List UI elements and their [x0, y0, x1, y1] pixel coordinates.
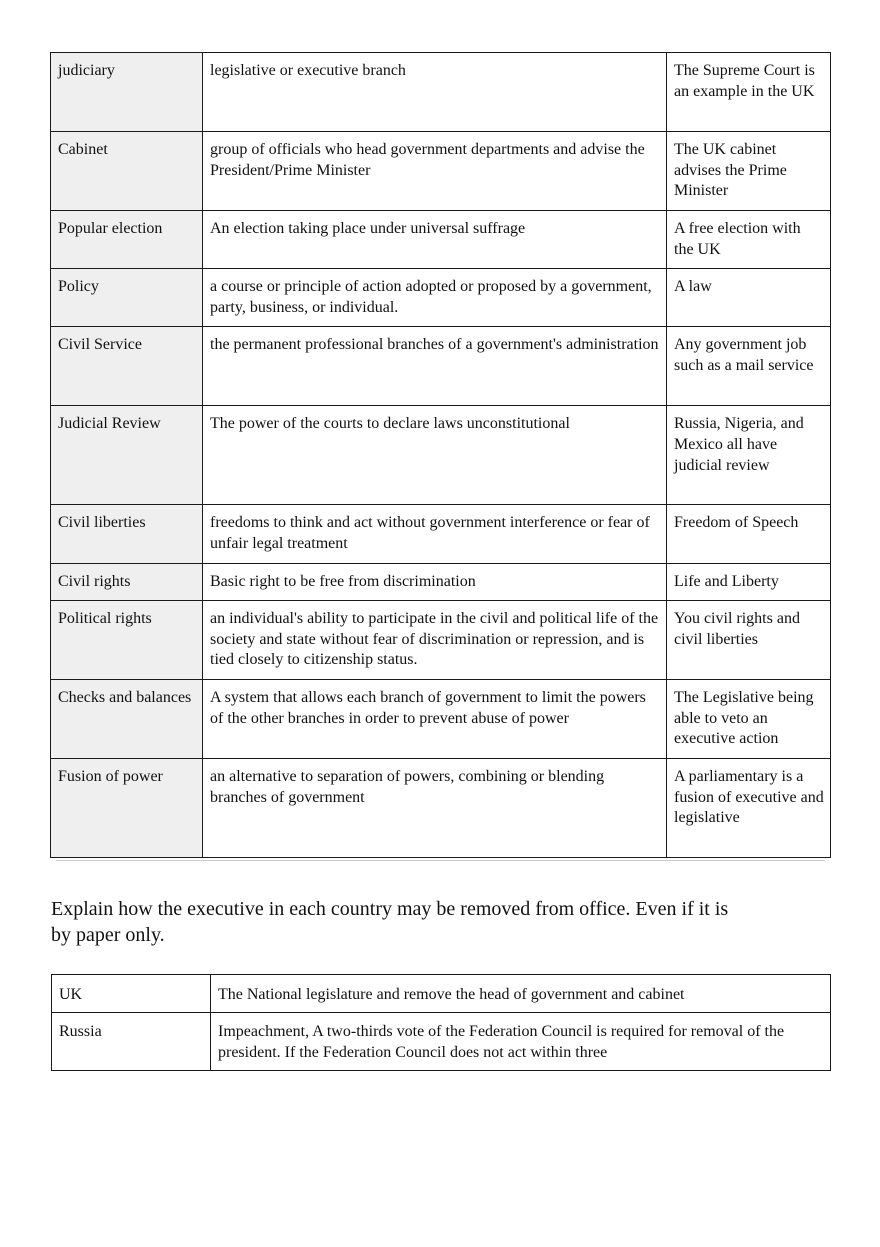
definition-cell: the permanent professional branches of a government's administration	[203, 327, 667, 406]
term-cell: Checks and balances	[51, 680, 203, 759]
example-cell: The UK cabinet advises the Prime Minister	[667, 132, 831, 211]
answer-cell: The National legislature and remove the head of government and cabinet	[211, 975, 831, 1013]
table-row	[51, 759, 831, 858]
definition-cell: a course or principle of action adopted or proposed by a government, party, business, or individual.	[203, 269, 667, 327]
definition-cell: A system that allows each branch of government to limit the powers of the other branches in order to prevent abuse of power	[203, 680, 667, 759]
example-cell: A law	[667, 269, 831, 327]
term-cell: Judicial Review	[51, 406, 203, 505]
table-row	[52, 1012, 831, 1070]
term-cell: Civil rights	[51, 563, 203, 601]
terms-table	[50, 52, 831, 858]
table-row	[51, 505, 831, 563]
definition-cell: An election taking place under universal suffrage	[203, 211, 667, 269]
term-cell: Civil Service	[51, 327, 203, 406]
term-cell: Civil liberties	[51, 505, 203, 563]
definition-cell: an alternative to separation of powers, combining or blending branches of government	[203, 759, 667, 858]
table-row	[51, 269, 831, 327]
table-row	[51, 327, 831, 406]
definition-cell: an individual's ability to participate in the civil and political life of the society and state without fear of discrimination or repression, and is tied closely to citizenship status.	[203, 601, 667, 680]
question-prompt: Explain how the executive in each country may be removed from office. Even if it is by paper only.	[51, 898, 729, 946]
definition-cell: Basic right to be free from discrimination	[203, 563, 667, 601]
term-cell: Political rights	[51, 601, 203, 680]
example-cell: Any government job such as a mail service	[667, 327, 831, 406]
table-row	[51, 406, 831, 505]
example-cell: The Legislative being able to veto an executive action	[667, 680, 831, 759]
example-cell: Russia, Nigeria, and Mexico all have judicial review	[667, 406, 831, 505]
definition-cell: legislative or executive branch	[203, 53, 667, 132]
country-cell: UK	[52, 975, 211, 1013]
term-cell: Cabinet	[51, 132, 203, 211]
example-cell: The Supreme Court is an example in the UK	[667, 53, 831, 132]
section-divider	[56, 860, 825, 861]
example-cell: Life and Liberty	[667, 563, 831, 601]
term-cell: Policy	[51, 269, 203, 327]
definition-cell: group of officials who head government departments and advise the President/Prime Minister	[203, 132, 667, 211]
example-cell: You civil rights and civil liberties	[667, 601, 831, 680]
answer-cell: Impeachment, A two-thirds vote of the Federation Council is required for removal of the president. If the Federation Council does not act within three	[211, 1012, 831, 1070]
table-row	[51, 680, 831, 759]
term-cell: judiciary	[51, 53, 203, 132]
term-cell: Popular election	[51, 211, 203, 269]
table-row	[51, 601, 831, 680]
example-cell: Freedom of Speech	[667, 505, 831, 563]
table-row	[51, 132, 831, 211]
definition-cell: freedoms to think and act without government interference or fear of unfair legal treatment	[203, 505, 667, 563]
term-cell: Fusion of power	[51, 759, 203, 858]
example-cell: A parliamentary is a fusion of executive and legislative	[667, 759, 831, 858]
example-cell: A free election with the UK	[667, 211, 831, 269]
removal-table	[51, 974, 831, 1071]
table-row	[51, 563, 831, 601]
table-row	[51, 211, 831, 269]
table-row	[51, 53, 831, 132]
table-row	[52, 975, 831, 1013]
definition-cell: The power of the courts to declare laws unconstitutional	[203, 406, 667, 505]
country-cell: Russia	[52, 1012, 211, 1070]
